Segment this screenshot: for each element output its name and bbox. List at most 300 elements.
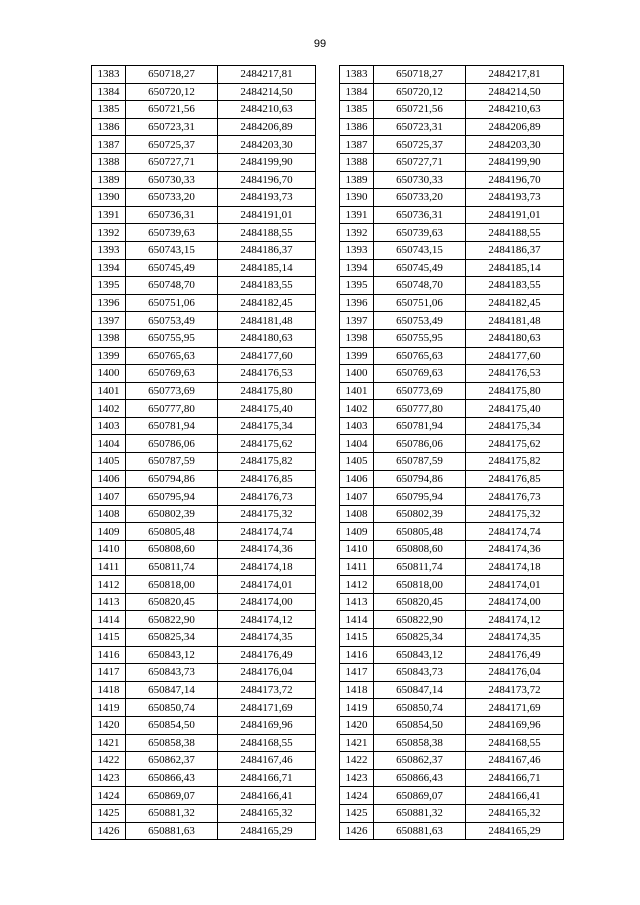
x-coordinate-cell: 650777,80 xyxy=(374,400,466,418)
table-row xyxy=(340,822,564,840)
table-row xyxy=(340,804,564,822)
point-number-cell: 1391 xyxy=(92,206,126,224)
x-coordinate-cell: 650811,74 xyxy=(126,558,218,576)
y-coordinate-cell: 2484177,60 xyxy=(218,347,316,365)
table-row xyxy=(92,206,316,224)
y-coordinate-cell: 2484174,00 xyxy=(466,593,564,611)
x-coordinate-cell: 650745,49 xyxy=(374,259,466,277)
x-coordinate-cell: 650753,49 xyxy=(126,312,218,330)
point-number-cell: 1404 xyxy=(92,435,126,453)
x-coordinate-cell: 650802,39 xyxy=(126,505,218,523)
x-coordinate-cell: 650755,95 xyxy=(126,329,218,347)
point-number-cell: 1400 xyxy=(92,365,126,383)
x-coordinate-cell: 650805,48 xyxy=(374,523,466,541)
point-number-cell: 1419 xyxy=(340,699,374,717)
y-coordinate-cell: 2484193,73 xyxy=(466,189,564,207)
y-coordinate-cell: 2484174,12 xyxy=(218,611,316,629)
x-coordinate-cell: 650720,12 xyxy=(126,83,218,101)
y-coordinate-cell: 2484199,90 xyxy=(218,153,316,171)
x-coordinate-cell: 650718,27 xyxy=(126,66,218,84)
table-row xyxy=(340,664,564,682)
point-number-cell: 1418 xyxy=(340,681,374,699)
y-coordinate-cell: 2484176,49 xyxy=(466,646,564,664)
y-coordinate-cell: 2484173,72 xyxy=(466,681,564,699)
point-number-cell: 1384 xyxy=(92,83,126,101)
table-row xyxy=(340,769,564,787)
x-coordinate-cell: 650795,94 xyxy=(374,488,466,506)
y-coordinate-cell: 2484176,49 xyxy=(218,646,316,664)
x-coordinate-cell: 650850,74 xyxy=(126,699,218,717)
table-row xyxy=(92,294,316,312)
point-number-cell: 1426 xyxy=(340,822,374,840)
page-number: 99 xyxy=(313,38,327,50)
x-coordinate-cell: 650825,34 xyxy=(126,629,218,647)
y-coordinate-cell: 2484180,63 xyxy=(466,329,564,347)
x-coordinate-cell: 650751,06 xyxy=(126,294,218,312)
table-row xyxy=(340,206,564,224)
y-coordinate-cell: 2484210,63 xyxy=(218,101,316,119)
point-number-cell: 1386 xyxy=(340,118,374,136)
y-coordinate-cell: 2484166,41 xyxy=(466,787,564,805)
table-row xyxy=(340,365,564,383)
point-number-cell: 1409 xyxy=(340,523,374,541)
x-coordinate-cell: 650730,33 xyxy=(126,171,218,189)
y-coordinate-cell: 2484196,70 xyxy=(466,171,564,189)
y-coordinate-cell: 2484182,45 xyxy=(218,294,316,312)
x-coordinate-cell: 650808,60 xyxy=(126,541,218,559)
y-coordinate-cell: 2484183,55 xyxy=(466,277,564,295)
table-row xyxy=(92,277,316,295)
x-coordinate-cell: 650862,37 xyxy=(126,752,218,770)
table-row xyxy=(92,804,316,822)
point-number-cell: 1403 xyxy=(92,417,126,435)
table-row xyxy=(340,629,564,647)
y-coordinate-cell: 2484186,37 xyxy=(466,241,564,259)
point-number-cell: 1415 xyxy=(92,629,126,647)
x-coordinate-cell: 650718,27 xyxy=(374,66,466,84)
table-row xyxy=(340,435,564,453)
x-coordinate-cell: 650736,31 xyxy=(374,206,466,224)
x-coordinate-cell: 650820,45 xyxy=(126,593,218,611)
point-number-cell: 1406 xyxy=(92,470,126,488)
y-coordinate-cell: 2484175,82 xyxy=(218,453,316,471)
table-row xyxy=(92,453,316,471)
x-coordinate-cell: 650808,60 xyxy=(374,541,466,559)
point-number-cell: 1401 xyxy=(340,382,374,400)
table-row xyxy=(92,329,316,347)
x-coordinate-cell: 650725,37 xyxy=(374,136,466,154)
point-number-cell: 1402 xyxy=(92,400,126,418)
point-number-cell: 1400 xyxy=(340,365,374,383)
table-row xyxy=(340,136,564,154)
table-row xyxy=(340,312,564,330)
table-row xyxy=(92,611,316,629)
x-coordinate-cell: 650743,15 xyxy=(374,241,466,259)
table-row xyxy=(340,189,564,207)
y-coordinate-cell: 2484199,90 xyxy=(466,153,564,171)
table-row xyxy=(340,558,564,576)
x-coordinate-cell: 650843,12 xyxy=(374,646,466,664)
point-number-cell: 1413 xyxy=(340,593,374,611)
y-coordinate-cell: 2484165,29 xyxy=(218,822,316,840)
point-number-cell: 1392 xyxy=(92,224,126,242)
y-coordinate-cell: 2484176,85 xyxy=(218,470,316,488)
x-coordinate-cell: 650811,74 xyxy=(374,558,466,576)
x-coordinate-cell: 650843,12 xyxy=(126,646,218,664)
point-number-cell: 1412 xyxy=(340,576,374,594)
table-row xyxy=(92,101,316,119)
x-coordinate-cell: 650854,50 xyxy=(374,716,466,734)
x-coordinate-cell: 650725,37 xyxy=(126,136,218,154)
y-coordinate-cell: 2484186,37 xyxy=(218,241,316,259)
y-coordinate-cell: 2484166,71 xyxy=(466,769,564,787)
point-number-cell: 1406 xyxy=(340,470,374,488)
point-number-cell: 1389 xyxy=(340,171,374,189)
y-coordinate-cell: 2484175,34 xyxy=(218,417,316,435)
y-coordinate-cell: 2484174,18 xyxy=(466,558,564,576)
x-coordinate-cell: 650787,59 xyxy=(374,453,466,471)
x-coordinate-cell: 650781,94 xyxy=(126,417,218,435)
table-row xyxy=(92,435,316,453)
point-number-cell: 1424 xyxy=(340,787,374,805)
x-coordinate-cell: 650802,39 xyxy=(374,505,466,523)
table-row xyxy=(340,153,564,171)
y-coordinate-cell: 2484176,85 xyxy=(466,470,564,488)
y-coordinate-cell: 2484171,69 xyxy=(218,699,316,717)
x-coordinate-cell: 650858,38 xyxy=(126,734,218,752)
x-coordinate-cell: 650733,20 xyxy=(374,189,466,207)
x-coordinate-cell: 650881,32 xyxy=(374,804,466,822)
point-number-cell: 1411 xyxy=(340,558,374,576)
y-coordinate-cell: 2484175,34 xyxy=(466,417,564,435)
point-number-cell: 1416 xyxy=(340,646,374,664)
point-number-cell: 1407 xyxy=(340,488,374,506)
table-row xyxy=(92,769,316,787)
y-coordinate-cell: 2484165,32 xyxy=(218,804,316,822)
y-coordinate-cell: 2484174,12 xyxy=(466,611,564,629)
point-number-cell: 1388 xyxy=(92,153,126,171)
x-coordinate-cell: 650862,37 xyxy=(374,752,466,770)
point-number-cell: 1393 xyxy=(92,241,126,259)
point-number-cell: 1424 xyxy=(92,787,126,805)
x-coordinate-cell: 650881,63 xyxy=(374,822,466,840)
table-row xyxy=(340,294,564,312)
point-number-cell: 1389 xyxy=(92,171,126,189)
y-coordinate-cell: 2484217,81 xyxy=(466,66,564,84)
point-number-cell: 1399 xyxy=(340,347,374,365)
point-number-cell: 1421 xyxy=(92,734,126,752)
y-coordinate-cell: 2484174,01 xyxy=(218,576,316,594)
point-number-cell: 1412 xyxy=(92,576,126,594)
y-coordinate-cell: 2484176,53 xyxy=(466,365,564,383)
y-coordinate-cell: 2484206,89 xyxy=(218,118,316,136)
y-coordinate-cell: 2484173,72 xyxy=(218,681,316,699)
x-coordinate-cell: 650773,69 xyxy=(126,382,218,400)
x-coordinate-cell: 650881,63 xyxy=(126,822,218,840)
point-number-cell: 1405 xyxy=(340,453,374,471)
x-coordinate-cell: 650720,12 xyxy=(374,83,466,101)
table-row xyxy=(340,224,564,242)
point-number-cell: 1393 xyxy=(340,241,374,259)
table-row xyxy=(92,153,316,171)
point-number-cell: 1417 xyxy=(92,664,126,682)
x-coordinate-cell: 650727,71 xyxy=(374,153,466,171)
x-coordinate-cell: 650786,06 xyxy=(374,435,466,453)
table-row xyxy=(340,83,564,101)
y-coordinate-cell: 2484203,30 xyxy=(466,136,564,154)
point-number-cell: 1426 xyxy=(92,822,126,840)
point-number-cell: 1395 xyxy=(340,277,374,295)
point-number-cell: 1413 xyxy=(92,593,126,611)
y-coordinate-cell: 2484196,70 xyxy=(218,171,316,189)
point-number-cell: 1407 xyxy=(92,488,126,506)
y-coordinate-cell: 2484177,60 xyxy=(466,347,564,365)
x-coordinate-cell: 650777,80 xyxy=(126,400,218,418)
table-row xyxy=(92,734,316,752)
x-coordinate-cell: 650825,34 xyxy=(374,629,466,647)
x-coordinate-cell: 650881,32 xyxy=(126,804,218,822)
point-number-cell: 1384 xyxy=(340,83,374,101)
table-row xyxy=(92,822,316,840)
x-coordinate-cell: 650847,14 xyxy=(126,681,218,699)
x-coordinate-cell: 650820,45 xyxy=(374,593,466,611)
table-row xyxy=(340,716,564,734)
table-row xyxy=(340,681,564,699)
x-coordinate-cell: 650858,38 xyxy=(374,734,466,752)
table-row xyxy=(92,83,316,101)
point-number-cell: 1410 xyxy=(340,541,374,559)
table-row xyxy=(340,488,564,506)
x-coordinate-cell: 650723,31 xyxy=(374,118,466,136)
x-coordinate-cell: 650843,73 xyxy=(374,664,466,682)
table-row xyxy=(92,241,316,259)
point-number-cell: 1414 xyxy=(340,611,374,629)
point-number-cell: 1398 xyxy=(92,329,126,347)
y-coordinate-cell: 2484175,80 xyxy=(466,382,564,400)
table-row xyxy=(340,611,564,629)
x-coordinate-cell: 650869,07 xyxy=(374,787,466,805)
table-row xyxy=(340,277,564,295)
point-number-cell: 1397 xyxy=(340,312,374,330)
x-coordinate-cell: 650786,06 xyxy=(126,435,218,453)
y-coordinate-cell: 2484193,73 xyxy=(218,189,316,207)
point-number-cell: 1411 xyxy=(92,558,126,576)
x-coordinate-cell: 650847,14 xyxy=(374,681,466,699)
point-number-cell: 1402 xyxy=(340,400,374,418)
x-coordinate-cell: 650755,95 xyxy=(374,329,466,347)
y-coordinate-cell: 2484167,46 xyxy=(466,752,564,770)
y-coordinate-cell: 2484175,62 xyxy=(218,435,316,453)
y-coordinate-cell: 2484167,46 xyxy=(218,752,316,770)
y-coordinate-cell: 2484176,04 xyxy=(466,664,564,682)
table-row xyxy=(340,505,564,523)
x-coordinate-cell: 650765,63 xyxy=(374,347,466,365)
table-row xyxy=(92,224,316,242)
y-coordinate-cell: 2484174,00 xyxy=(218,593,316,611)
point-number-cell: 1416 xyxy=(92,646,126,664)
point-number-cell: 1415 xyxy=(340,629,374,647)
x-coordinate-cell: 650748,70 xyxy=(374,277,466,295)
point-number-cell: 1398 xyxy=(340,329,374,347)
point-number-cell: 1420 xyxy=(340,716,374,734)
table-row xyxy=(340,752,564,770)
x-coordinate-cell: 650773,69 xyxy=(374,382,466,400)
table-row xyxy=(340,118,564,136)
point-number-cell: 1394 xyxy=(340,259,374,277)
point-number-cell: 1423 xyxy=(92,769,126,787)
point-number-cell: 1414 xyxy=(92,611,126,629)
y-coordinate-cell: 2484174,35 xyxy=(218,629,316,647)
point-number-cell: 1385 xyxy=(92,101,126,119)
table-row xyxy=(92,523,316,541)
table-row xyxy=(340,400,564,418)
y-coordinate-cell: 2484175,62 xyxy=(466,435,564,453)
y-coordinate-cell: 2484168,55 xyxy=(218,734,316,752)
table-row xyxy=(92,400,316,418)
table-row xyxy=(92,505,316,523)
y-coordinate-cell: 2484175,40 xyxy=(218,400,316,418)
table-row xyxy=(92,646,316,664)
x-coordinate-cell: 650854,50 xyxy=(126,716,218,734)
y-coordinate-cell: 2484185,14 xyxy=(466,259,564,277)
y-coordinate-cell: 2484175,80 xyxy=(218,382,316,400)
table-row xyxy=(340,382,564,400)
y-coordinate-cell: 2484165,29 xyxy=(466,822,564,840)
y-coordinate-cell: 2484175,82 xyxy=(466,453,564,471)
x-coordinate-cell: 650736,31 xyxy=(126,206,218,224)
table-row xyxy=(92,787,316,805)
x-coordinate-cell: 650721,56 xyxy=(374,101,466,119)
table-row xyxy=(92,699,316,717)
x-coordinate-cell: 650822,90 xyxy=(374,611,466,629)
x-coordinate-cell: 650751,06 xyxy=(374,294,466,312)
y-coordinate-cell: 2484182,45 xyxy=(466,294,564,312)
table-row xyxy=(92,118,316,136)
y-coordinate-cell: 2484169,96 xyxy=(218,716,316,734)
table-row xyxy=(340,171,564,189)
table-row xyxy=(92,312,316,330)
point-number-cell: 1405 xyxy=(92,453,126,471)
x-coordinate-cell: 650787,59 xyxy=(126,453,218,471)
point-number-cell: 1420 xyxy=(92,716,126,734)
point-number-cell: 1409 xyxy=(92,523,126,541)
x-coordinate-cell: 650869,07 xyxy=(126,787,218,805)
y-coordinate-cell: 2484176,04 xyxy=(218,664,316,682)
table-row xyxy=(92,136,316,154)
point-number-cell: 1425 xyxy=(340,804,374,822)
table-row xyxy=(340,417,564,435)
point-number-cell: 1417 xyxy=(340,664,374,682)
y-coordinate-cell: 2484188,55 xyxy=(466,224,564,242)
y-coordinate-cell: 2484174,36 xyxy=(218,541,316,559)
point-number-cell: 1410 xyxy=(92,541,126,559)
point-number-cell: 1392 xyxy=(340,224,374,242)
x-coordinate-cell: 650822,90 xyxy=(126,611,218,629)
table-row xyxy=(92,629,316,647)
table-row xyxy=(92,488,316,506)
point-number-cell: 1395 xyxy=(92,277,126,295)
table-row xyxy=(92,470,316,488)
x-coordinate-cell: 650866,43 xyxy=(374,769,466,787)
y-coordinate-cell: 2484181,48 xyxy=(218,312,316,330)
x-coordinate-cell: 650727,71 xyxy=(126,153,218,171)
x-coordinate-cell: 650866,43 xyxy=(126,769,218,787)
point-number-cell: 1397 xyxy=(92,312,126,330)
table-row xyxy=(340,541,564,559)
y-coordinate-cell: 2484174,36 xyxy=(466,541,564,559)
y-coordinate-cell: 2484203,30 xyxy=(218,136,316,154)
y-coordinate-cell: 2484174,35 xyxy=(466,629,564,647)
point-number-cell: 1419 xyxy=(92,699,126,717)
y-coordinate-cell: 2484191,01 xyxy=(466,206,564,224)
table-row xyxy=(92,681,316,699)
point-number-cell: 1404 xyxy=(340,435,374,453)
y-coordinate-cell: 2484174,74 xyxy=(218,523,316,541)
y-coordinate-cell: 2484191,01 xyxy=(218,206,316,224)
y-coordinate-cell: 2484217,81 xyxy=(218,66,316,84)
point-number-cell: 1394 xyxy=(92,259,126,277)
table-row xyxy=(92,664,316,682)
y-coordinate-cell: 2484166,41 xyxy=(218,787,316,805)
y-coordinate-cell: 2484180,63 xyxy=(218,329,316,347)
point-number-cell: 1385 xyxy=(340,101,374,119)
table-row xyxy=(340,523,564,541)
x-coordinate-cell: 650805,48 xyxy=(126,523,218,541)
y-coordinate-cell: 2484169,96 xyxy=(466,716,564,734)
y-coordinate-cell: 2484176,53 xyxy=(218,365,316,383)
x-coordinate-cell: 650769,63 xyxy=(374,365,466,383)
point-number-cell: 1421 xyxy=(340,734,374,752)
x-coordinate-cell: 650794,86 xyxy=(126,470,218,488)
point-number-cell: 1386 xyxy=(92,118,126,136)
x-coordinate-cell: 650843,73 xyxy=(126,664,218,682)
x-coordinate-cell: 650739,63 xyxy=(374,224,466,242)
table-row xyxy=(340,593,564,611)
table-row xyxy=(340,453,564,471)
table-row xyxy=(92,171,316,189)
table-row xyxy=(340,576,564,594)
table-row xyxy=(92,259,316,277)
y-coordinate-cell: 2484175,32 xyxy=(218,505,316,523)
y-coordinate-cell: 2484214,50 xyxy=(218,83,316,101)
x-coordinate-cell: 650739,63 xyxy=(126,224,218,242)
y-coordinate-cell: 2484175,40 xyxy=(466,400,564,418)
x-coordinate-cell: 650753,49 xyxy=(374,312,466,330)
x-coordinate-cell: 650745,49 xyxy=(126,259,218,277)
x-coordinate-cell: 650765,63 xyxy=(126,347,218,365)
x-coordinate-cell: 650748,70 xyxy=(126,277,218,295)
table-row xyxy=(340,259,564,277)
point-number-cell: 1408 xyxy=(92,505,126,523)
table-row xyxy=(92,716,316,734)
y-coordinate-cell: 2484168,55 xyxy=(466,734,564,752)
x-coordinate-cell: 650781,94 xyxy=(374,417,466,435)
point-number-cell: 1423 xyxy=(340,769,374,787)
table-row xyxy=(340,66,564,84)
point-number-cell: 1399 xyxy=(92,347,126,365)
table-row xyxy=(92,365,316,383)
x-coordinate-cell: 650743,15 xyxy=(126,241,218,259)
y-coordinate-cell: 2484166,71 xyxy=(218,769,316,787)
y-coordinate-cell: 2484176,73 xyxy=(218,488,316,506)
point-number-cell: 1418 xyxy=(92,681,126,699)
point-number-cell: 1422 xyxy=(340,752,374,770)
y-coordinate-cell: 2484206,89 xyxy=(466,118,564,136)
coordinates-table-right xyxy=(339,65,564,840)
y-coordinate-cell: 2484174,18 xyxy=(218,558,316,576)
y-coordinate-cell: 2484165,32 xyxy=(466,804,564,822)
point-number-cell: 1383 xyxy=(92,66,126,84)
